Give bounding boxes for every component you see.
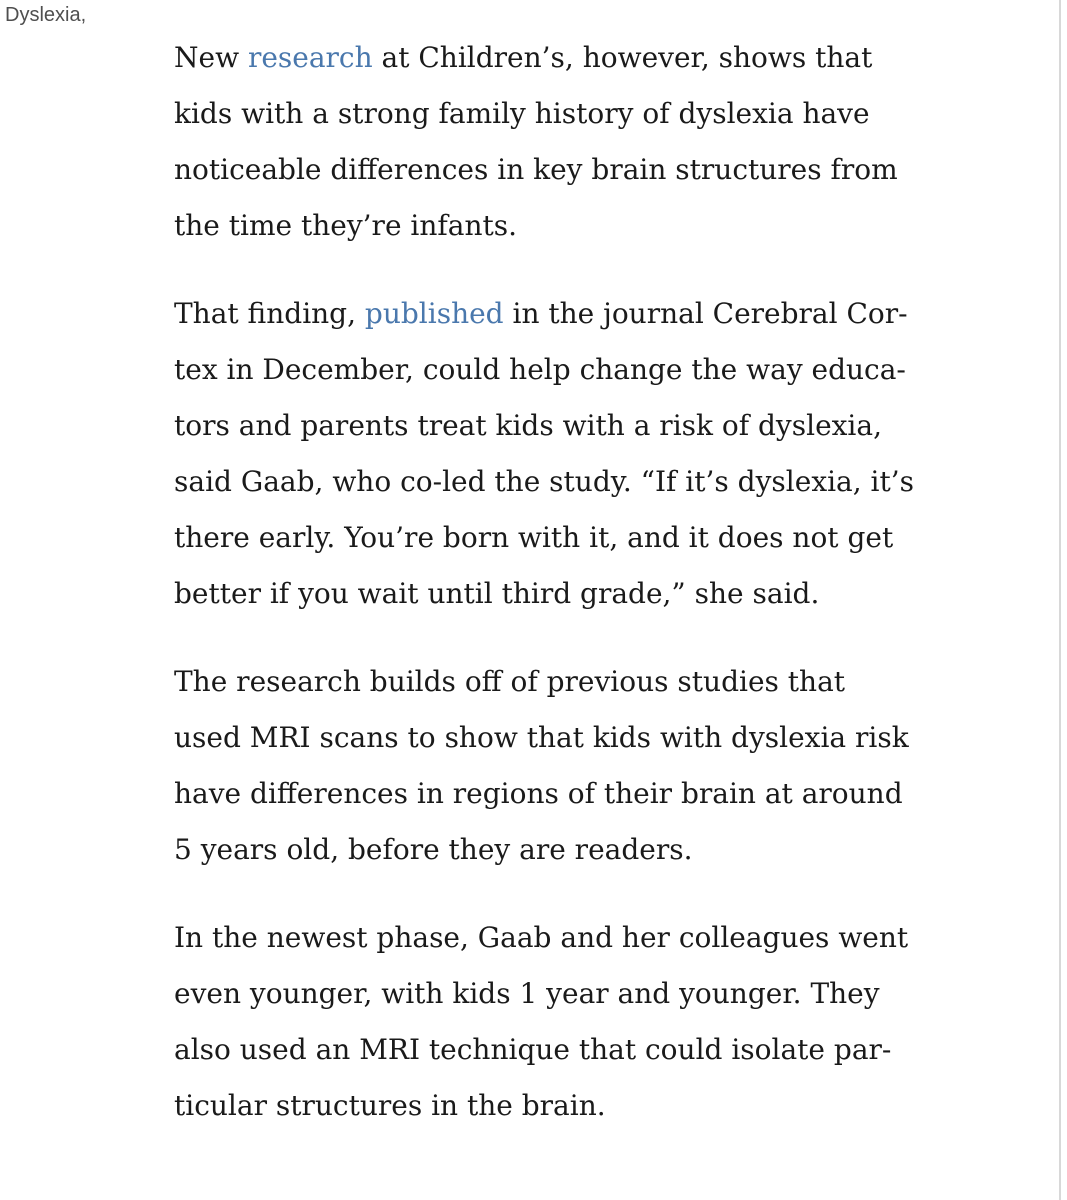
paragraph-2-line-6: better if you wait until third grade,” she said.: [174, 577, 820, 610]
paragraph-2-line-2: tex in December, could help change the way educa-: [174, 353, 906, 386]
paragraph-1-line-2: kids with a strong family history of dyslexia have: [174, 97, 870, 130]
published-link[interactable]: published: [364, 297, 504, 330]
paragraph-4-line-3: also used an MRI technique that could isolate par-: [174, 1033, 892, 1066]
paragraph-2-line-1: [174, 286, 914, 342]
right-divider: [1059, 0, 1061, 1200]
paragraph-4-line-1: In the newest phase, Gaab and her colleagues went: [174, 921, 909, 954]
paragraph-2-line-5: there early. You’re born with it, and it does not get: [174, 521, 894, 554]
paragraph-4-line-2: even younger, with kids 1 year and younger. They: [174, 977, 880, 1010]
paragraph-4: [174, 910, 914, 1134]
paragraph-1: [174, 30, 914, 254]
paragraph-3: [174, 654, 914, 878]
paragraph-2: [174, 286, 914, 622]
paragraph-2-line-3: tors and parents treat kids with a risk of dyslexia,: [174, 409, 882, 442]
paragraph-1-line-1: [174, 30, 914, 86]
paragraph-1-line-4: the time they’re infants.: [174, 209, 518, 242]
paragraph-3-line-4: 5 years old, before they are readers.: [174, 833, 693, 866]
paragraph-4-line-4: ticular structures in the brain.: [174, 1089, 606, 1122]
research-link[interactable]: research: [247, 41, 373, 74]
paragraph-3-line-3: have differences in regions of their brain at around: [174, 777, 903, 810]
paragraph-3-line-1: The research builds off of previous studies that: [174, 665, 846, 698]
text-segment: That finding,: [174, 297, 365, 330]
paragraph-2-line-4: said Gaab, who co-led the study. “If it’s dyslexia, it’s: [174, 465, 915, 498]
truncated-heading: Dyslexia,: [5, 4, 87, 26]
paragraph-3-line-2: used MRI scans to show that kids with dyslexia risk: [174, 721, 909, 754]
text-segment: in the journal Cerebral Cor-: [503, 297, 908, 330]
text-segment: New: [174, 41, 248, 74]
text-segment: at Children’s, however, shows that: [372, 41, 873, 74]
article-body: [174, 30, 914, 1166]
paragraph-1-line-3: noticeable differences in key brain structures from: [174, 153, 898, 186]
